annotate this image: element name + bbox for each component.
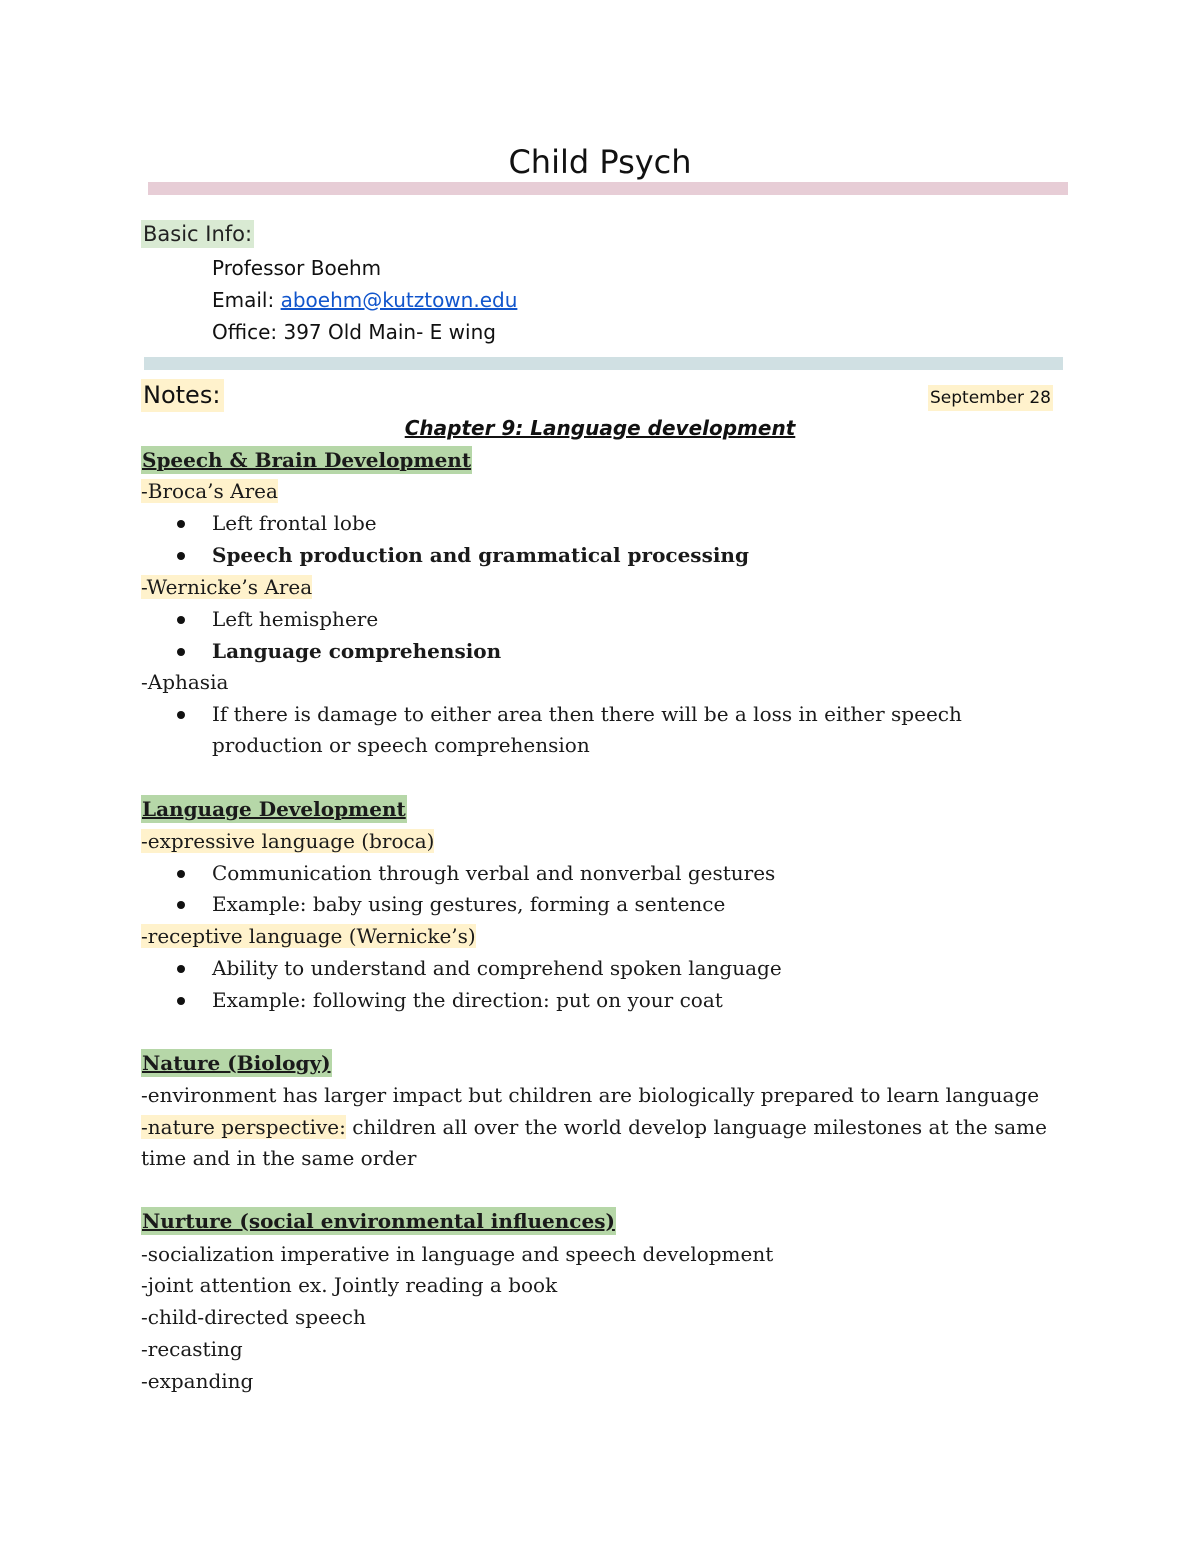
wernicke-area-label: -Wernicke’s Area (141, 575, 313, 599)
receptive-language-line (141, 921, 476, 951)
list-item: Example: following the direction: put on your coat (212, 988, 723, 1012)
email-label: Email: (212, 288, 281, 312)
nurture-line: -socialization imperative in language and speech development (141, 1242, 774, 1266)
bullet-icon (177, 552, 185, 560)
bullet-icon (177, 965, 185, 973)
title-divider (148, 182, 1068, 195)
expressive-language-label: -expressive language (broca) (141, 829, 435, 853)
section-heading-language-development: Language Development (142, 797, 406, 821)
broca-area-label: -Broca’s Area (141, 479, 278, 503)
section-heading-nature: Nature (Biology) (142, 1051, 331, 1075)
aphasia-line: -Aphasia (141, 670, 229, 694)
list-item: Communication through verbal and nonverbal gestures (212, 861, 776, 885)
notes-date: September 28 (928, 385, 1053, 411)
list-item: Left frontal lobe (212, 511, 377, 535)
professor-name: Professor Boehm (212, 256, 382, 280)
document-title: Child Psych (508, 143, 692, 181)
notes-label: Notes: (141, 379, 224, 412)
bullet-icon (177, 616, 185, 624)
bullet-icon (177, 520, 185, 528)
expressive-language-line (141, 826, 434, 856)
list-item: If there is damage to either area then there will be a loss in either speech (212, 702, 962, 726)
nurture-line: -expanding (141, 1369, 254, 1393)
list-item: Language comprehension (212, 639, 502, 663)
info-divider (144, 357, 1063, 370)
section-heading-nurture: Nurture (social environmental influences) (142, 1209, 615, 1233)
section-heading-speech-brain: Speech & Brain Development (142, 448, 472, 472)
receptive-language-label: -receptive language (Wernicke’s) (141, 924, 476, 948)
broca-area-line (141, 476, 278, 506)
basic-info-label: Basic Info: (143, 222, 253, 246)
email-link[interactable]: aboehm@kutztown.edu (280, 288, 518, 312)
wernicke-area-line (141, 572, 312, 602)
list-item-continuation: production or speech comprehension (212, 733, 590, 757)
bullet-icon (177, 997, 185, 1005)
chapter-title: Chapter 9: Language development (404, 416, 796, 440)
nature-perspective-line (141, 1112, 1047, 1142)
email-line (212, 286, 517, 314)
nature-perspective-label: -nature perspective: (141, 1115, 346, 1139)
nurture-line: -child-directed speech (141, 1305, 366, 1329)
bullet-icon (177, 901, 185, 909)
list-item: Example: baby using gestures, forming a sentence (212, 892, 726, 916)
office-line: Office: 397 Old Main- E wing (212, 320, 496, 344)
list-item: Left hemisphere (212, 607, 379, 631)
nature-line: time and in the same order (141, 1146, 417, 1170)
nurture-line: -joint attention ex. Jointly reading a book (141, 1273, 558, 1297)
nature-perspective-text: children all over the world develop language milestones at the same (345, 1115, 1047, 1139)
list-item: Ability to understand and comprehend spoken language (212, 956, 782, 980)
list-item: Speech production and grammatical processing (212, 543, 749, 567)
bullet-icon (177, 711, 185, 719)
bullet-icon (177, 870, 185, 878)
nature-line: -environment has larger impact but children are biologically prepared to learn language (141, 1083, 1040, 1107)
nurture-line: -recasting (141, 1337, 243, 1361)
bullet-icon (177, 648, 185, 656)
